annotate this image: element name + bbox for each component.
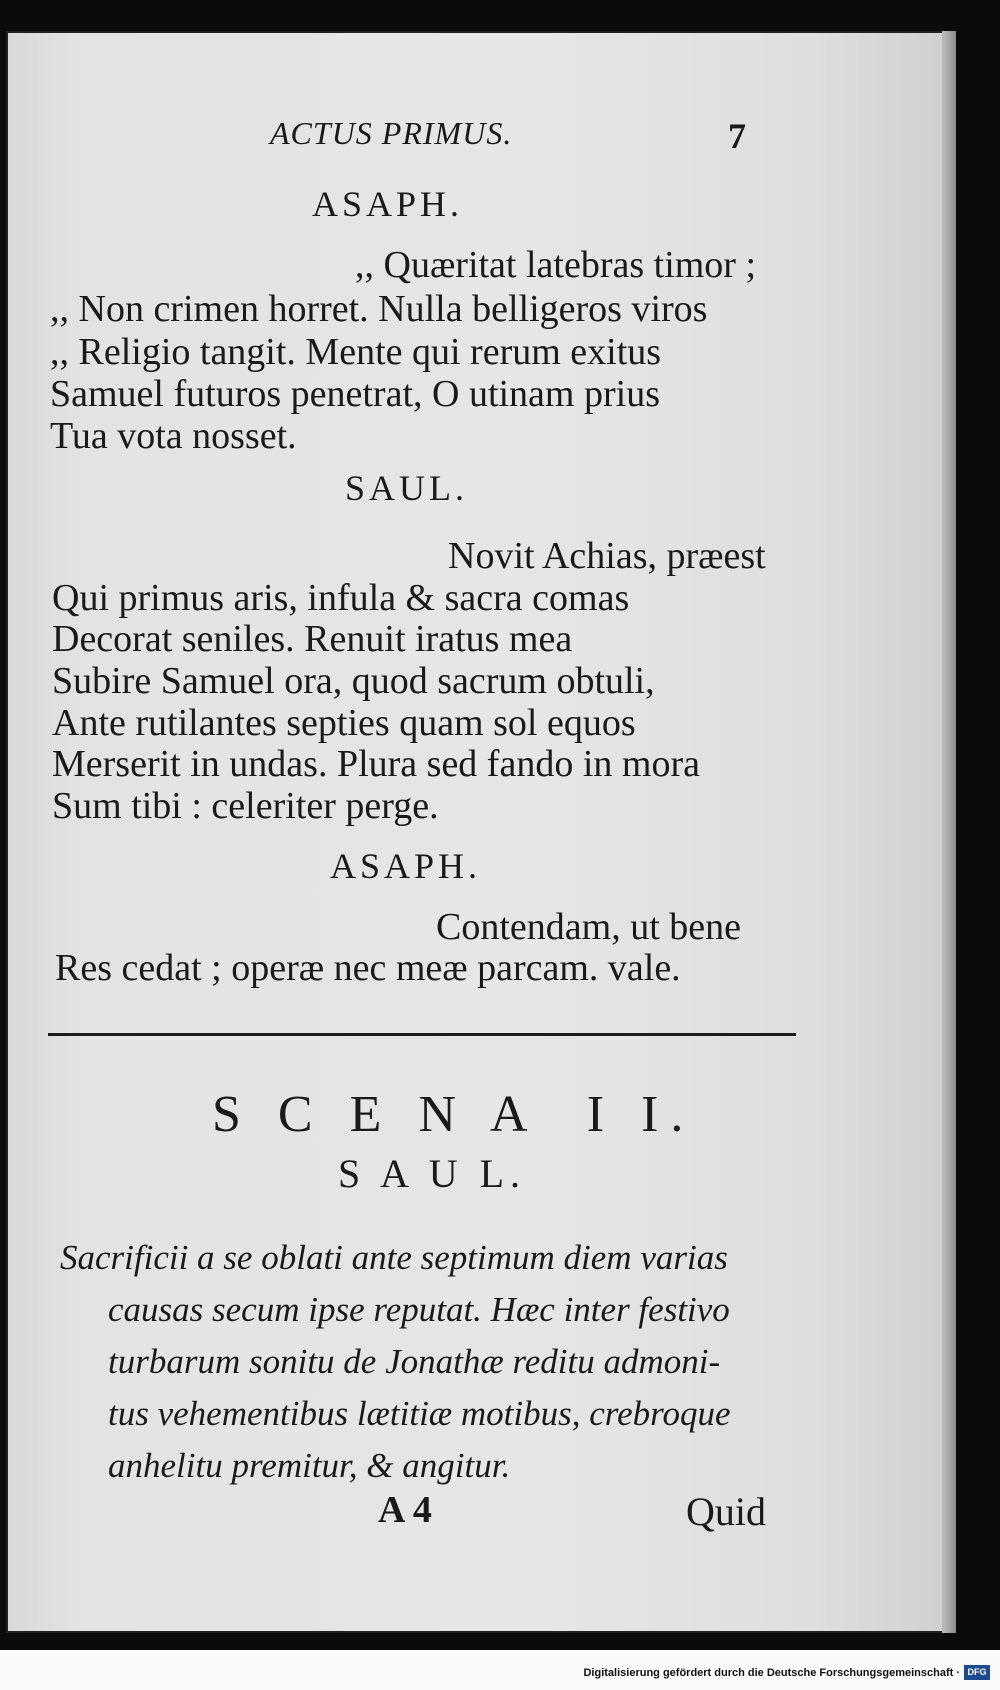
section-rule [48, 1033, 796, 1036]
verse-line: ,, Religio tangit. Mente qui rerum exitus [50, 331, 662, 373]
verse-line: Samuel futuros penetrat, O utinam prius [50, 373, 660, 415]
dfg-logo-icon: DFG [964, 1665, 990, 1680]
verse-line: Ante rutilantes septies quam sol equos [52, 702, 636, 744]
argument-line: tus vehementibus lætitiæ motibus, crebroque [108, 1394, 731, 1433]
verse-line: Qui primus aris, infula & sacra comas [52, 577, 630, 619]
verse-line: Res cedat ; operæ nec meæ parcam. vale. [55, 947, 681, 989]
speaker-asaph: ASAPH. [312, 184, 464, 224]
scene-speaker: S A U L. [338, 1151, 527, 1196]
signature-mark: A 4 [378, 1489, 432, 1531]
speaker-asaph: ASAPH. [330, 846, 482, 886]
verse-line: Contendam, ut bene [436, 906, 741, 948]
verse-line: Tua vota nosset. [50, 415, 297, 457]
verse-line: Merserit in undas. Plura sed fando in mora [52, 743, 700, 785]
page-number: 7 [728, 116, 746, 156]
dfg-credit: Digitalisierung gefördert durch die Deutsche Forschungsgemeinschaft · [583, 1667, 960, 1679]
verse-line: Sum tibi : celeriter perge. [52, 785, 439, 827]
scene-title: S C E N A I I. [212, 1086, 696, 1143]
argument-line: causas secum ipse reputat. Hæc inter festivo [108, 1290, 730, 1329]
speaker-saul: SAUL. [345, 468, 469, 508]
argument-line: anhelitu premitur, & angitur. [108, 1446, 511, 1485]
verse-line: Subire Samuel ora, quod sacrum obtuli, [52, 660, 655, 702]
verse-line: ,, Non crimen horret. Nulla belligeros viros [50, 288, 708, 330]
catchword: Quid [686, 1489, 766, 1534]
argument-line: Sacrificii a se oblati ante septimum diem varias [60, 1238, 728, 1277]
page-edge [942, 31, 956, 1633]
verse-line: ,, Quæritat latebras timor ; [355, 244, 757, 286]
verse-line: Decorat seniles. Renuit iratus mea [52, 618, 573, 660]
argument-line: turbarum sonitu de Jonathæ reditu admoni- [108, 1342, 721, 1381]
verse-line: Novit Achias, præest [448, 535, 766, 577]
running-title: ACTUS PRIMUS. [270, 115, 513, 151]
